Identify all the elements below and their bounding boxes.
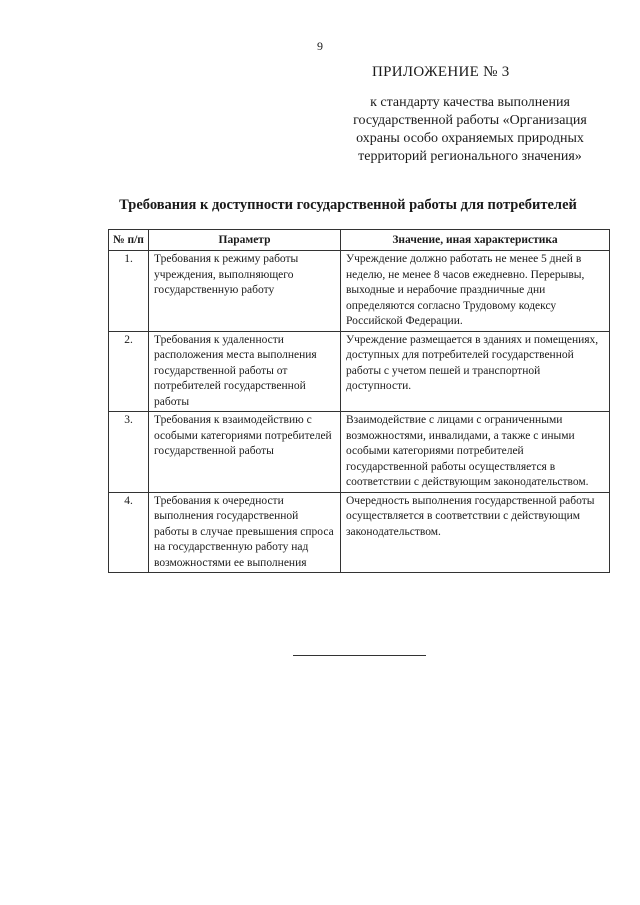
page-number: 9 [317,39,323,53]
row-number: 4. [109,492,149,573]
row-number: 3. [109,412,149,493]
row-parameter: Требования к очередности выполнения государственной работы в случае превышения спроса на государственную работу над возможностями ее выполнения [149,492,341,573]
table-row [109,492,610,573]
row-parameter: Требования к взаимодействию с особыми категориями потребителей государственной работы [149,412,341,493]
row-value: Учреждение должно работать не менее 5 дней в неделю, не менее 8 часов ежедневно. Перерывы, выходные и нерабочие праздничные дни определяются согласно Трудовому кодексу Российской Федерации. [341,251,610,332]
header-param: Параметр [149,230,341,251]
row-value: Очередность выполнения государственной работы осуществляется в соответствии с действующим законодательством. [341,492,610,573]
closing-separator-line [293,655,426,656]
table-row [109,412,610,493]
header-value: Значение, иная характеристика [341,230,610,251]
header-num: № п/п [109,230,149,251]
table-header-row [109,230,610,251]
annex-subtitle: к стандарту качества выполнения государственной работы «Организация охраны особо охраняемых природных территорий регионального значения» [353,95,587,164]
row-number: 2. [109,331,149,412]
row-parameter: Требования к режиму работы учреждения, выполняющего государственную работу [149,251,341,332]
requirements-table [108,229,610,573]
table-row [109,251,610,332]
row-number: 1. [109,251,149,332]
row-value: Взаимодействие с лицами с ограниченными возможностями, инвалидами, а также с иными особыми категориями потребителей государственной работы осуществляется в соответствии с действующим законодательством. [341,412,610,493]
row-value: Учреждение размещается в зданиях и помещениях, доступных для потребителей государственной работы с учетом пешей и транспортной доступности. [341,331,610,412]
annex-title: ПРИЛОЖЕНИЕ № 3 [372,64,510,80]
document-heading: Требования к доступности государственной работы для потребителей [119,197,577,213]
row-parameter: Требования к удаленности расположения места выполнения государственной работы от потребителей государственной работы [149,331,341,412]
table-row [109,331,610,412]
